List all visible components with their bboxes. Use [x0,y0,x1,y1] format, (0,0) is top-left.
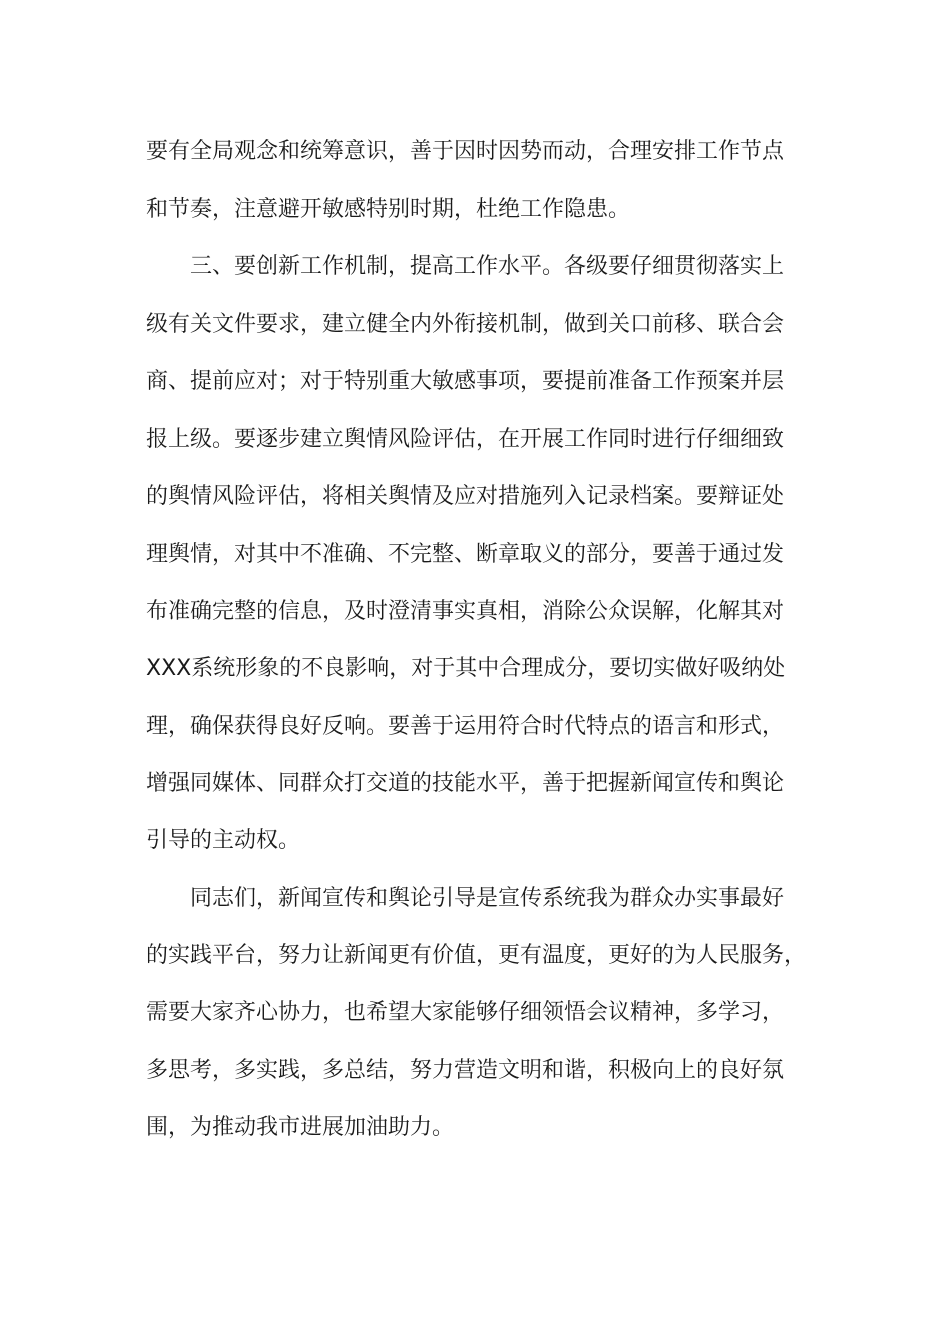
paragraph-line-14: 同志们，新闻宣传和舆论引导是宣传系统我为群众办实事最好 [190,886,785,911]
paragraph-line-7: 的舆情风险评估，将相关舆情及应对措施列入记录档案。要辩证处 [146,484,785,509]
paragraph-line-10: XXX系统形象的不良影响，对于其中合理成分，要切实做好吸纳处 [146,656,786,681]
paragraph-line-12: 增强同媒体、同群众打交道的技能水平，善于把握新闻宣传和舆论 [146,771,785,796]
paragraph-line-16: 需要大家齐心协力，也希望大家能够仔细领悟会议精神，多学习， [146,1000,785,1025]
paragraph-line-2: 和节奏，注意避开敏感特别时期，杜绝工作隐患。 [146,197,631,222]
paragraph-line-1: 要有全局观念和统筹意识，善于因时因势而动，合理安排工作节点 [146,139,785,164]
paragraph-line-9: 布准确完整的信息，及时澄清事实真相，消除公众误解，化解其对 [146,599,785,624]
paragraph-line-13: 引导的主动权。 [146,828,301,853]
paragraph-line-15: 的实践平台，努力让新闻更有价值，更有温度，更好的为人民服务， [146,943,807,968]
paragraph-line-5: 商、提前应对；对于特别重大敏感事项，要提前准备工作预案并层 [146,369,785,394]
paragraph-line-18: 围，为推动我市进展加油助力。 [146,1115,455,1140]
paragraph-line-3: 三、要创新工作机制，提高工作水平。各级要仔细贯彻落实上 [190,254,785,279]
paragraph-line-17: 多思考，多实践，多总结，努力营造文明和谐，积极向上的良好氛 [146,1058,785,1083]
paragraph-line-11: 理，确保获得良好反响。要善于运用符合时代特点的语言和形式， [146,714,785,739]
paragraph-line-8: 理舆情，对其中不准确、不完整、断章取义的部分，要善于通过发 [146,542,785,567]
paragraph-line-6: 报上级。要逐步建立舆情风险评估，在开展工作同时进行仔细细致 [146,427,785,452]
paragraph-line-4: 级有关文件要求，建立健全内外衔接机制，做到关口前移、联合会 [146,312,785,337]
